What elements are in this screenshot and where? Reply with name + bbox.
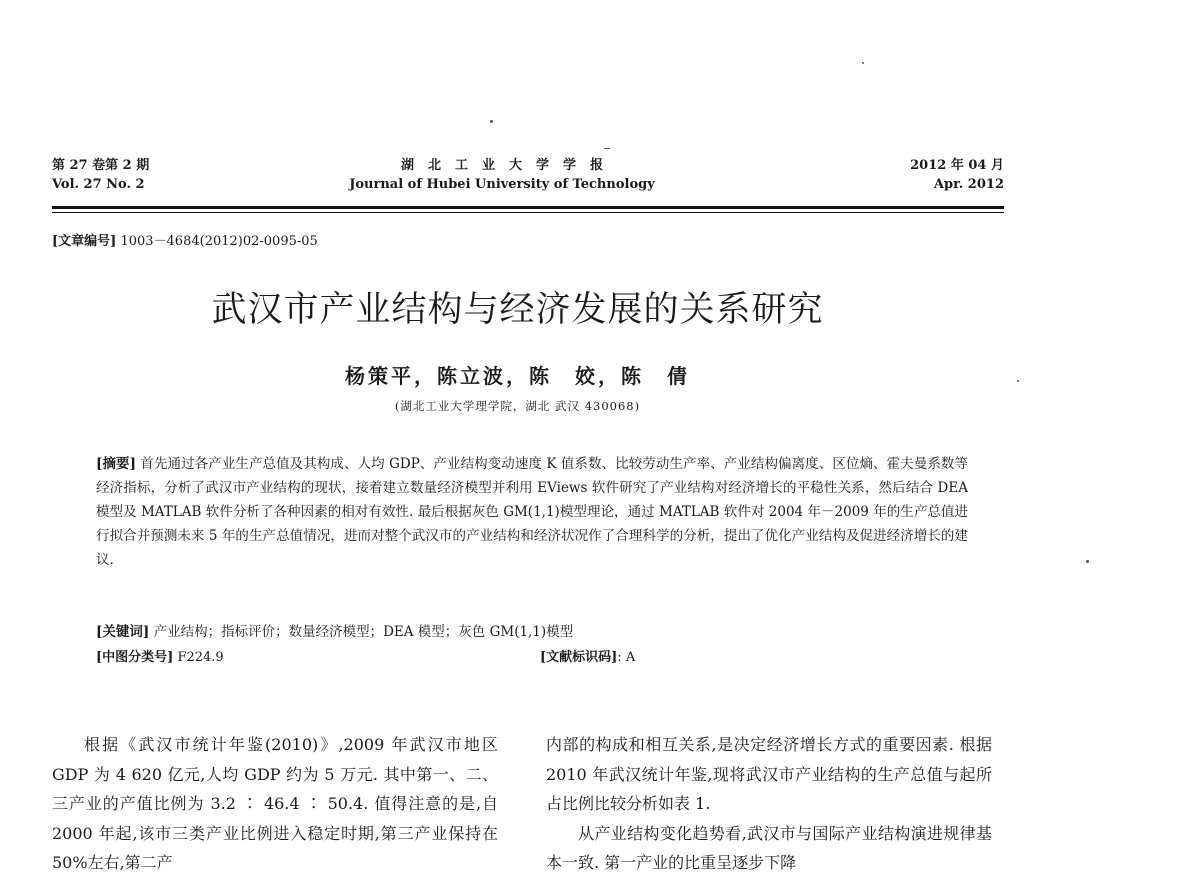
document-code (540, 646, 635, 670)
scan-speck (604, 148, 610, 149)
header-rule-thick (52, 206, 1004, 209)
classification-label: [中图分类号] (96, 650, 174, 665)
scan-speck (862, 62, 864, 64)
abstract (96, 452, 968, 572)
body-column-left (52, 730, 498, 878)
date-cn: 2012 年 04 月 (910, 158, 1004, 173)
journal-en: Journal of Hubei University of Technology (349, 177, 655, 192)
date-en: Apr. 2012 (933, 177, 1004, 192)
scan-speck (1086, 560, 1089, 563)
document-code-value: : A (617, 650, 636, 665)
classification-number (96, 646, 224, 670)
keywords-text: 产业结构；指标评价；数量经济模型；DEA 模型；灰色 GM(1,1)模型 (153, 624, 574, 640)
article-number-label: [文章编号] (52, 234, 117, 249)
journal-cn: 湖北工业大学学报 (400, 158, 617, 173)
header-rule-thin (52, 212, 1004, 213)
abstract-label: [摘要] (96, 456, 136, 472)
article-number (52, 230, 318, 249)
keywords (96, 620, 573, 644)
affiliation: (湖北工业大学理学院，湖北 武汉 430068) (394, 399, 641, 413)
volume-cn: 第 27 卷第 2 期 (52, 158, 150, 173)
abstract-text: 首先通过各产业生产总值及其构成、人均 GDP、产业结构变动速度 K 值系数、比较劳动生产率、产业结构偏离度、区位熵、霍夫曼系数等经济指标，分析了武汉市产业结构的现状，接着建立数量经济模型并利用 EViews 软件研究了产业结构对经济增长的平稳性关系，然后结合 DEA 模型及 MATLAB 软件分析了各种因素的相对有效性. 最后根据灰色 GM(1,1)模型理论，通过 MATLAB 软件对 2004 年－2009 年的生产总值进行拟合并预测未来 5 年的生产总值情况，进而对整个武汉市的产业结构和经济状况作了合理科学的分析，提出了优化产业结构及促进经济增长的建议. (96, 456, 968, 568)
document-code-label: [文献标识码] (540, 650, 618, 665)
article-number-value: 1003－4684(2012)02-0095-05 (120, 234, 318, 249)
body-paragraph: 根据《武汉市统计年鉴(2010)》,2009 年武汉市地区 GDP 为 4 620 亿元,人均 GDP 约为 5 万元. 其中第一、二、三产业的产值比例为 3.2 ∶ 46.4 ∶ 50.4. 值得注意的是,自 2000 年起,该市三类产业比例进入稳定时期,第三产业保持在 50%左右,第二产 (52, 735, 498, 872)
keywords-label: [关键词] (96, 624, 150, 640)
author-list: 杨策平，陈立波，陈 姣，陈 倩 (345, 364, 690, 388)
issue-date (910, 156, 1004, 194)
scan-speck (490, 120, 493, 123)
body-column-right (546, 730, 992, 878)
volume-en: Vol. 27 No. 2 (52, 177, 145, 192)
paper-title: 武汉市产业结构与经济发展的关系研究 (211, 290, 824, 330)
body-paragraph: 从产业结构变化趋势看,武汉市与国际产业结构演进规律基本一致. 第一产业的比重呈逐步下降 (546, 823, 992, 872)
body-paragraph: 内部的构成和相互关系,是决定经济增长方式的重要因素. 根据 2010 年武汉统计年鉴,现将武汉市产业结构的生产总值与起所占比例比较分析如表 1. (546, 735, 992, 813)
journal-name (0, 156, 1004, 194)
classification-value: F224.9 (177, 650, 224, 665)
